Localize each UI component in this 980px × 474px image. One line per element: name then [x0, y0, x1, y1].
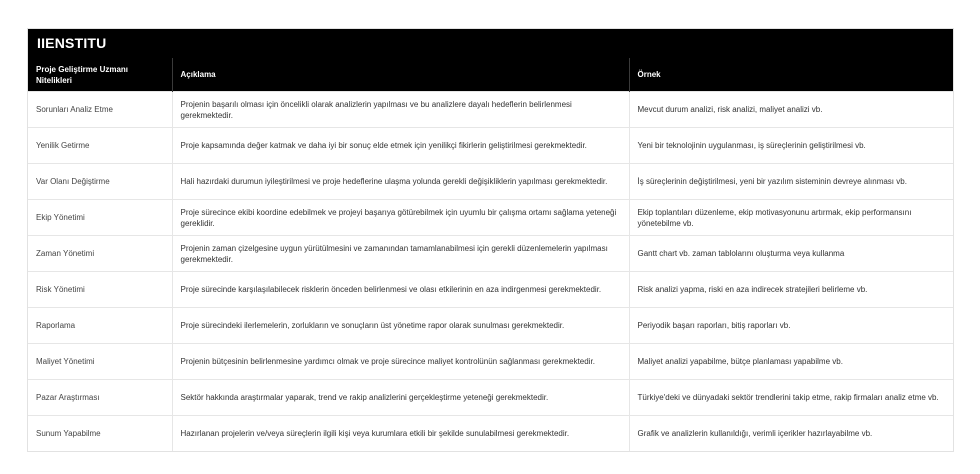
table-row — [28, 236, 953, 272]
description-cell: Sektör hakkında araştırmalar yaparak, trend ve rakip analizlerini gerçekleştirme yeteneği gerekmektedir. — [172, 380, 629, 416]
qualification-cell: Var Olanı Değiştirme — [28, 164, 172, 200]
table-row — [28, 164, 953, 200]
description-cell: Projenin bütçesinin belirlenmesine yardımcı olmak ve proje sürecince maliyet kontrolünün sağlanması gerekmektedir. — [172, 344, 629, 380]
description-cell: Projenin zaman çizelgesine uygun yürütülmesini ve zamanından tamamlanabilmesi için gerekli düzenlemelerin yapılması gerekmektedir. — [172, 236, 629, 272]
table-row — [28, 416, 953, 452]
example-cell: Gantt chart vb. zaman tablolarını oluşturma veya kullanma — [629, 236, 953, 272]
qualification-cell: Raporlama — [28, 308, 172, 344]
description-cell: Proje sürecince ekibi koordine edebilmek ve projeyi başarıya götürebilmek için uyumlu bir çalışma ortamı sağlama yeteneği gereklidir. — [172, 200, 629, 236]
table-row — [28, 344, 953, 380]
qualification-cell: Sorunları Analiz Etme — [28, 92, 172, 128]
description-cell: Projenin başarılı olması için öncelikli olarak analizlerin yapılması ve bu analizlere dayalı hedeflerin belirlenmesi gerekmektedir. — [172, 92, 629, 128]
example-cell: Risk analizi yapma, riski en aza indirecek stratejileri belirleme vb. — [629, 272, 953, 308]
example-cell: Maliyet analizi yapabilme, bütçe planlaması yapabilme vb. — [629, 344, 953, 380]
example-cell: Periyodik başarı raporları, bitiş raporları vb. — [629, 308, 953, 344]
table-row — [28, 308, 953, 344]
table-row — [28, 380, 953, 416]
example-cell: İş süreçlerinin değiştirilmesi, yeni bir yazılım sisteminin devreye alınması vb. — [629, 164, 953, 200]
column-header-qualification: Proje Geliştirme Uzmanı Nitelikleri — [28, 58, 172, 92]
table-card — [27, 28, 954, 452]
table-row — [28, 200, 953, 236]
table-row — [28, 128, 953, 164]
table-row — [28, 92, 953, 128]
qualification-cell: Ekip Yönetimi — [28, 200, 172, 236]
description-cell: Hali hazırdaki durumun iyileştirilmesi ve proje hedeflerine ulaşma yolunda gerekli değişikliklerin yapılması gerekmektedir. — [172, 164, 629, 200]
qualifications-table — [28, 58, 953, 451]
example-cell: Mevcut durum analizi, risk analizi, maliyet analizi vb. — [629, 92, 953, 128]
qualification-cell: Yenilik Getirme — [28, 128, 172, 164]
example-cell: Ekip toplantıları düzenleme, ekip motivasyonunu artırmak, ekip performansını yönetebilme vb. — [629, 200, 953, 236]
qualification-cell: Sunum Yapabilme — [28, 416, 172, 452]
example-cell: Grafik ve analizlerin kullanıldığı, verimli içerikler hazırlayabilme vb. — [629, 416, 953, 452]
example-cell: Türkiye'deki ve dünyadaki sektör trendlerini takip etme, rakip firmaları analiz etme vb. — [629, 380, 953, 416]
description-cell: Proje sürecinde karşılaşılabilecek risklerin önceden belirlenmesi ve olası etkilerinin en aza indirgenmesi gerekmektedir. — [172, 272, 629, 308]
description-cell: Proje sürecindeki ilerlemelerin, zorlukların ve sonuçların üst yönetime rapor olarak sunulması gerekmektedir. — [172, 308, 629, 344]
table-row — [28, 272, 953, 308]
brand-banner: IIENSTITU — [28, 29, 953, 58]
qualification-cell: Zaman Yönetimi — [28, 236, 172, 272]
description-cell: Hazırlanan projelerin ve/veya süreçlerin ilgili kişi veya kurumlara etkili bir şekilde sunulabilmesi gerekmektedir. — [172, 416, 629, 452]
description-cell: Proje kapsamında değer katmak ve daha iyi bir sonuç elde etmek için yenilikçi fikirlerin geliştirilmesi gerekmektedir. — [172, 128, 629, 164]
qualification-cell: Maliyet Yönetimi — [28, 344, 172, 380]
qualification-cell: Pazar Araştırması — [28, 380, 172, 416]
column-header-description: Açıklama — [172, 58, 629, 92]
qualification-cell: Risk Yönetimi — [28, 272, 172, 308]
column-header-example: Örnek — [629, 58, 953, 92]
header-row — [28, 58, 953, 92]
example-cell: Yeni bir teknolojinin uygulanması, iş süreçlerinin geliştirilmesi vb. — [629, 128, 953, 164]
